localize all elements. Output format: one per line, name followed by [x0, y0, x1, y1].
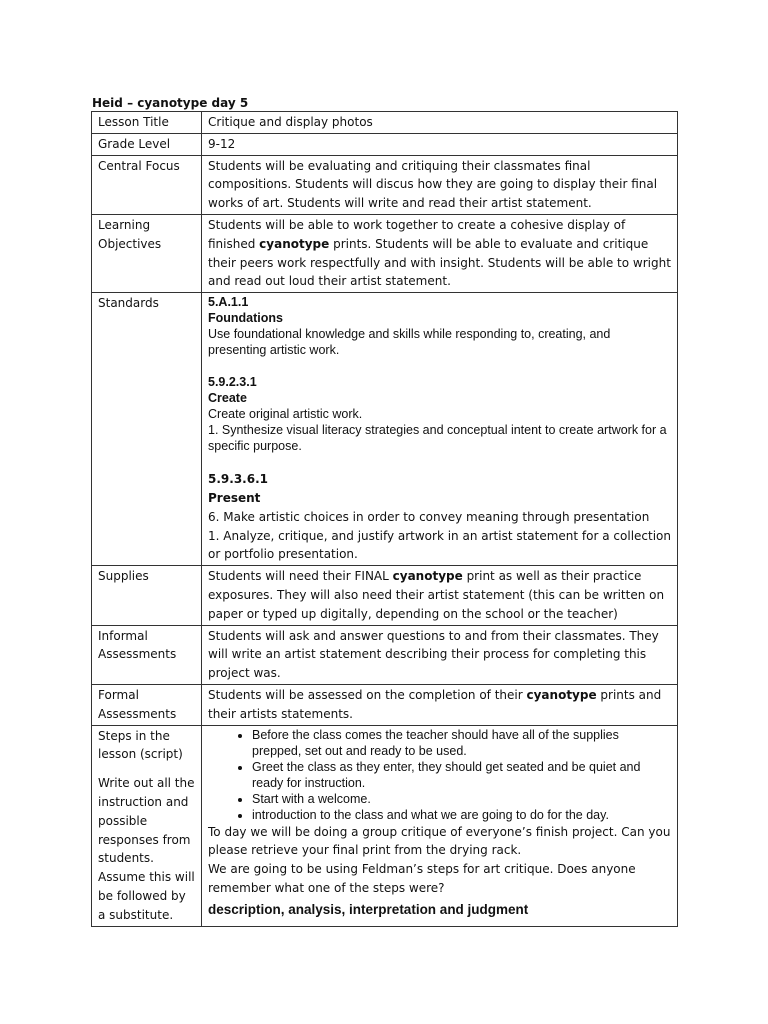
- standard-title: Create: [208, 391, 247, 406]
- row-label-supplies: Supplies: [92, 566, 202, 625]
- standard-text: Use foundational knowledge and skills while responding to, creating, and presenting artistic work.: [208, 327, 611, 358]
- list-item: • Greet the class as they enter, they should get seated and be quiet and ready for instruction.: [252, 759, 671, 791]
- standard-text: 1. Analyze, critique, and justify artwork in an artist statement for a collection or portfolio presentation.: [208, 528, 671, 562]
- row-value-lesson-title: Critique and display photos: [202, 112, 678, 134]
- bold-term: cyanotype: [392, 569, 463, 584]
- row-value-standards: [202, 293, 678, 566]
- list-item: • Before the class comes the teacher should have all of the supplies prepped, set out and ready to be used.: [252, 727, 671, 759]
- row-value-central-focus: Students will be evaluating and critiquing their classmates final compositions. Students will discus how they are going to display their final works of art. Students will write and read their artist statement.: [202, 155, 678, 214]
- table-row: [92, 155, 678, 214]
- row-value-grade-level: 9-12: [202, 133, 678, 155]
- lesson-plan-table: [91, 111, 678, 927]
- text-segment: prints and their artists statements.: [208, 687, 662, 721]
- standard-code: 5.9.3.6.1: [208, 472, 268, 487]
- text-segment: Students will be able to work together to create a cohesive display of finished: [208, 217, 626, 251]
- script-paragraph: We are going to be using Feldman’s steps for art critique. Does anyone remember what one of the steps were?: [208, 862, 636, 895]
- table-row: [92, 625, 678, 684]
- standard-title: Foundations: [208, 311, 283, 326]
- row-value-formal-assessments: [202, 684, 678, 725]
- row-label-lesson-title: Lesson Title: [92, 112, 202, 134]
- table-row: [92, 566, 678, 625]
- standard-code: 5.9.2.3.1: [208, 375, 257, 390]
- steps-label: Steps in the lesson (script): [98, 728, 183, 762]
- text-segment: Students will be assessed on the completion of their: [208, 687, 527, 702]
- table-row: [92, 293, 678, 566]
- steps-label-note: Write out all the instruction and possible responses from students. Assume this will be followed by a substitute.: [98, 776, 195, 922]
- table-row: [92, 684, 678, 725]
- steps-bullet-list: [208, 727, 671, 823]
- row-value-learning-objectives: [202, 214, 678, 292]
- standard-title: Present: [208, 490, 261, 505]
- table-row: [92, 133, 678, 155]
- text-segment: print as well as their practice exposures. They will also need their artist statement (this can be written on paper or typed up digitally, depending on the school or the teacher): [208, 569, 665, 621]
- row-label-standards: Standards: [92, 293, 202, 566]
- row-label-learning-objectives: Learning Objectives: [92, 214, 202, 292]
- row-label-informal-assessments: Informal Assessments: [92, 625, 202, 684]
- row-label-formal-assessments: Formal Assessments: [92, 684, 202, 725]
- standard-text: 1. Synthesize visual literacy strategies and conceptual intent to create artwork for a specific purpose.: [208, 423, 667, 454]
- row-value-steps: [202, 725, 678, 926]
- table-row: [92, 214, 678, 292]
- bold-term: cyanotype: [526, 687, 597, 702]
- row-label-grade-level: Grade Level: [92, 133, 202, 155]
- table-row: [92, 112, 678, 134]
- row-label-steps: [92, 725, 202, 926]
- standard-text: 6. Make artistic choices in order to convey meaning through presentation: [208, 509, 650, 524]
- text-segment: prints. Students will be able to evaluate and critique their peers work respectfully and with insight. Students will be able to wright and read out loud their artist statement.: [208, 236, 671, 289]
- list-item: • introduction to the class and what we are going to do for the day.: [252, 807, 671, 823]
- bold-term: cyanotype: [259, 236, 330, 251]
- text-segment: Students will need their FINAL: [208, 569, 393, 584]
- document-title: Heid – cyanotype day 5: [92, 96, 249, 110]
- row-value-supplies: [202, 566, 678, 625]
- standard-code: 5.A.1.1: [208, 295, 249, 310]
- critique-steps-answer: description, analysis, interpretation and judgment: [208, 901, 529, 917]
- table-row: [92, 725, 678, 926]
- row-value-informal-assessments: Students will ask and answer questions to and from their classmates. They will write an artist statement describing their process for completing this project was.: [202, 625, 678, 684]
- script-paragraph: To day we will be doing a group critique of everyone’s finish project. Can you please retrieve your final print from the drying rack.: [208, 824, 671, 858]
- row-label-central-focus: Central Focus: [92, 155, 202, 214]
- standard-text: Create original artistic work.: [208, 407, 363, 422]
- list-item: • Start with a welcome.: [252, 791, 671, 807]
